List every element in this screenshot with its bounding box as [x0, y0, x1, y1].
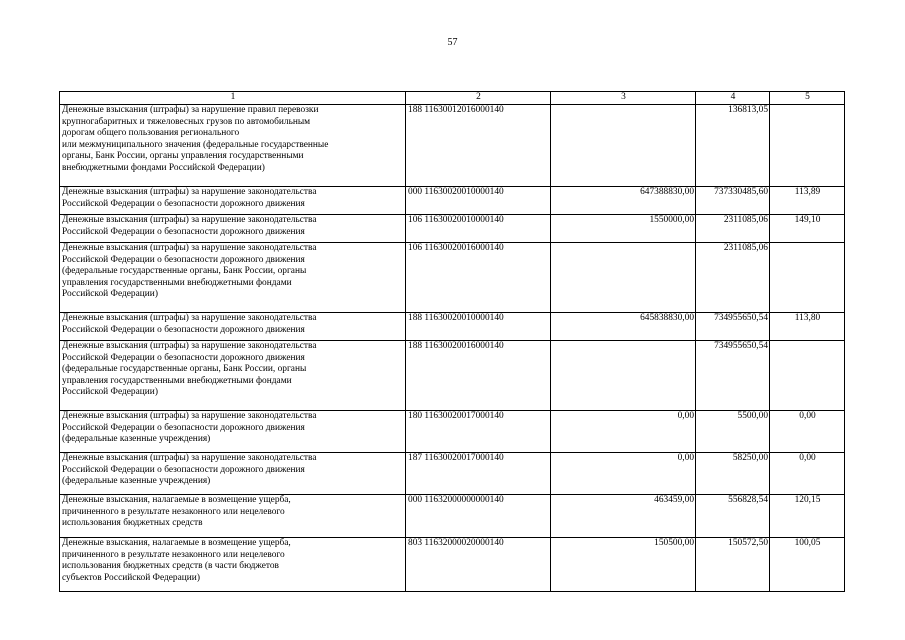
amount-col3-cell: 645838830,00	[551, 313, 696, 341]
budget-code-cell: 188 11630020010000140	[406, 313, 551, 341]
percent-cell	[770, 243, 845, 313]
amount-col3-cell: 647388830,00	[551, 187, 696, 215]
amount-col4-cell: 556828,54	[696, 495, 770, 538]
amount-col3-cell: 0,00	[551, 411, 696, 453]
column-header: 5	[770, 92, 845, 105]
budget-code-cell: 106 11630020016000140	[406, 243, 551, 313]
amount-col4-cell: 58250,00	[696, 453, 770, 495]
budget-code-cell: 803 11632000020000140	[406, 538, 551, 592]
percent-cell: 113,89	[770, 187, 845, 215]
table-row	[60, 215, 845, 243]
amount-col4-cell: 2311085,06	[696, 215, 770, 243]
revenue-name-cell: Денежные взыскания (штрафы) за нарушение законодательства Российской Федерации о безопасности дорожного движения (федеральные государственные органы, Банк России, органы управления государственными внебюджетными фондами Российской Федерации)	[60, 341, 406, 411]
table-row	[60, 411, 845, 453]
percent-cell: 100,05	[770, 538, 845, 592]
budget-code-cell: 188 11630012016000140	[406, 105, 551, 187]
column-header: 1	[60, 92, 406, 105]
amount-col3-cell: 1550000,00	[551, 215, 696, 243]
table-row	[60, 313, 845, 341]
revenue-name-cell: Денежные взыскания (штрафы) за нарушение правил перевозки крупногабаритных и тяжеловесных грузов по автомобильным дорогам общего пользования регионального или межмуниципального значения (федеральные государственные органы, Банк России, органы управления государственными внебюджетными фондами Российской Федерации)	[60, 105, 406, 187]
table-row	[60, 495, 845, 538]
percent-cell	[770, 341, 845, 411]
revenue-name-cell: Денежные взыскания (штрафы) за нарушение законодательства Российской Федерации о безопасности дорожного движения (федеральные казенные учреждения)	[60, 411, 406, 453]
budget-code-cell: 000 11630020010000140	[406, 187, 551, 215]
revenue-name-cell: Денежные взыскания (штрафы) за нарушение законодательства Российской Федерации о безопасности дорожного движения	[60, 187, 406, 215]
percent-cell: 149,10	[770, 215, 845, 243]
amount-col4-cell: 737330485,60	[696, 187, 770, 215]
amount-col3-cell	[551, 341, 696, 411]
amount-col4-cell: 5500,00	[696, 411, 770, 453]
column-header: 3	[551, 92, 696, 105]
amount-col3-cell: 150500,00	[551, 538, 696, 592]
amount-col4-cell: 734955650,54	[696, 341, 770, 411]
page-number: 57	[447, 37, 458, 48]
amount-col3-cell: 463459,00	[551, 495, 696, 538]
percent-cell: 113,80	[770, 313, 845, 341]
percent-cell	[770, 105, 845, 187]
amount-col3-cell	[551, 243, 696, 313]
budget-code-cell: 188 11630020016000140	[406, 341, 551, 411]
column-header: 4	[696, 92, 770, 105]
table-row	[60, 341, 845, 411]
revenue-name-cell: Денежные взыскания (штрафы) за нарушение законодательства Российской Федерации о безопасности дорожного движения	[60, 215, 406, 243]
budget-code-cell: 000 11632000000000140	[406, 495, 551, 538]
table-row	[60, 187, 845, 215]
table-row	[60, 538, 845, 592]
budget-table	[59, 91, 845, 592]
revenue-name-cell: Денежные взыскания (штрафы) за нарушение законодательства Российской Федерации о безопасности дорожного движения (федеральные казенные учреждения)	[60, 453, 406, 495]
revenue-name-cell: Денежные взыскания, налагаемые в возмещение ущерба, причиненного в результате незаконного или нецелевого использования бюджетных средств (в части бюджетов субъектов Российской Федерации)	[60, 538, 406, 592]
table-row	[60, 453, 845, 495]
percent-cell: 0,00	[770, 453, 845, 495]
revenue-name-cell: Денежные взыскания (штрафы) за нарушение законодательства Российской Федерации о безопасности дорожного движения	[60, 313, 406, 341]
table-header-row	[60, 92, 845, 105]
table-row	[60, 243, 845, 313]
column-header: 2	[406, 92, 551, 105]
amount-col3-cell	[551, 105, 696, 187]
percent-cell: 0,00	[770, 411, 845, 453]
amount-col3-cell: 0,00	[551, 453, 696, 495]
amount-col4-cell: 150572,50	[696, 538, 770, 592]
budget-code-cell: 180 11630020017000140	[406, 411, 551, 453]
budget-code-cell: 187 11630020017000140	[406, 453, 551, 495]
revenue-name-cell: Денежные взыскания, налагаемые в возмещение ущерба, причиненного в результате незаконного или нецелевого использования бюджетных средств	[60, 495, 406, 538]
revenue-name-cell: Денежные взыскания (штрафы) за нарушение законодательства Российской Федерации о безопасности дорожного движения (федеральные государственные органы, Банк России, органы управления государственными внебюджетными фондами Российской Федерации)	[60, 243, 406, 313]
budget-code-cell: 106 11630020010000140	[406, 215, 551, 243]
percent-cell: 120,15	[770, 495, 845, 538]
amount-col4-cell: 734955650,54	[696, 313, 770, 341]
amount-col4-cell: 2311085,06	[696, 243, 770, 313]
table-row	[60, 105, 845, 187]
amount-col4-cell: 136813,05	[696, 105, 770, 187]
